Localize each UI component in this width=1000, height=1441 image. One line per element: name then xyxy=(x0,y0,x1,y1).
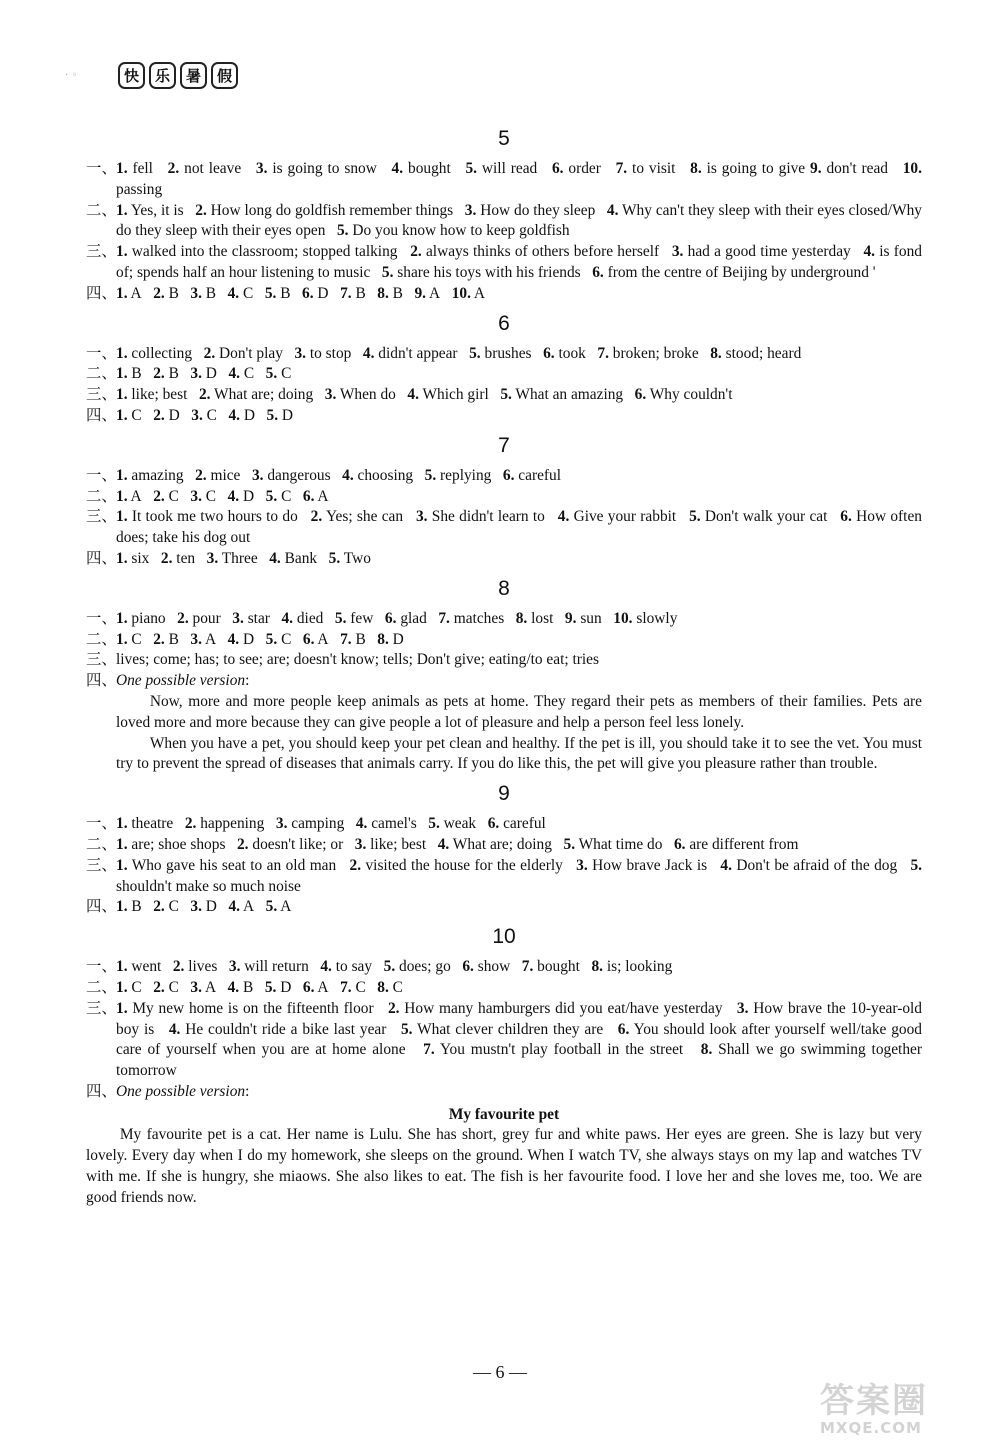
question-part-label: 四、 xyxy=(86,406,117,424)
question-part-label: 二、 xyxy=(86,835,117,853)
section-number: 10 xyxy=(492,925,516,949)
answer-text: 1. walked into the classroom; stopped talking 2. always thinks of others before herself 3. had a good time yesterday 4. is fond of; spends half an hour listening to music 5. share his toys with his friends 6. from the centre of Beijing by underground ' xyxy=(116,243,922,281)
question-part-label: 三、 xyxy=(86,243,117,261)
question-part-label: 四、 xyxy=(86,898,117,916)
question-part-label: 三、 xyxy=(86,386,117,404)
section-number: 5 xyxy=(498,127,510,150)
answer-section xyxy=(86,313,922,427)
logo-char-box: 快 xyxy=(118,62,145,89)
answer-text: 1. My new home is on the fifteenth floor 2. How many hamburgers did you eat/have yesterday 3. How brave the 10-year-old boy is 4. He couldn't ride a bike last year 5. What clever children they are 6. You should look after yourself well/take good care of yourself when you are at home alone 7. You mustn't play football in the street 8. Shall we go swimming together tomorrow xyxy=(116,999,923,1080)
watermark-url: MXQE.COM xyxy=(820,1419,922,1437)
answer-row xyxy=(86,957,922,978)
watermark-logo xyxy=(820,1382,980,1438)
answer-row xyxy=(86,466,922,487)
answer-section xyxy=(86,435,922,570)
answer-text: 1. piano 2. pour 3. star 4. died 5. few 6. glad 7. matches 8. lost 9. sun 10. slowly xyxy=(116,609,678,627)
answer-row xyxy=(86,856,922,898)
answer-row xyxy=(86,242,922,284)
logo-char-box: 暑 xyxy=(180,62,207,89)
question-part-label: 一、 xyxy=(86,815,117,833)
answer-section xyxy=(86,578,922,775)
answer-row xyxy=(86,507,922,549)
answer-row xyxy=(86,344,922,365)
answer-text: One possible version: xyxy=(116,1082,250,1100)
answer-text: 1. B 2. C 3. D 4. A 5. A xyxy=(116,898,292,916)
logo-char-box: 假 xyxy=(211,62,238,89)
answer-row xyxy=(86,385,922,406)
answer-text: One possible version: xyxy=(116,672,250,690)
question-part-label: 一、 xyxy=(86,609,117,627)
question-part-label: 三、 xyxy=(86,999,117,1017)
question-part-label: 二、 xyxy=(86,487,117,505)
answer-text: 1. are; shoe shops 2. doesn't like; or 3. like; best 4. What are; doing 5. What time do 6. are different from xyxy=(116,835,799,853)
question-part-label: 二、 xyxy=(86,978,117,996)
answer-text: 1. It took me two hours to do 2. Yes; she can 3. She didn't learn to 4. Give your rabbit 5. Don't walk your cat 6. How often does; take his dog out xyxy=(116,508,922,547)
answer-text: 1. Yes, it is 2. How long do goldfish remember things 3. How do they sleep 4. Why can't they sleep with their eyes closed/Why do they sleep with their eyes open 5. Do you know how to keep goldfish xyxy=(116,201,923,240)
answer-section xyxy=(86,926,922,1209)
question-part-label: 二、 xyxy=(86,630,117,648)
question-part-label: 一、 xyxy=(86,344,117,362)
question-part-label: 一、 xyxy=(86,160,117,177)
watermark-text: 答案圈 xyxy=(820,1381,928,1421)
answer-row xyxy=(86,650,922,671)
question-part-label: 三、 xyxy=(86,651,117,669)
essay-paragraph: When you have a pet, you should keep your pet clean and healthy. If the pet is ill, you should take it to see the vet. You must try to prevent the spread of diseases that animals carry. If you do like this, the pet will give you pleasure rather than trouble. xyxy=(116,734,922,773)
answer-row xyxy=(86,284,922,305)
question-part-label: 三、 xyxy=(86,508,117,526)
answer-text: 1. six 2. ten 3. Three 4. Bank 5. Two xyxy=(116,549,371,567)
answer-text: 1. C 2. B 3. A 4. D 5. C 6. A 7. B 8. D xyxy=(116,630,404,648)
section-number: 9 xyxy=(498,782,510,806)
answer-key-content xyxy=(86,128,922,1217)
answer-section xyxy=(86,128,922,305)
answer-text: 1. amazing 2. mice 3. dangerous 4. choosing 5. replying 6. careful xyxy=(116,466,562,484)
section-number: 7 xyxy=(498,433,510,457)
question-part-label: 一、 xyxy=(86,958,117,976)
answer-text: 1. A 2. C 3. C 4. D 5. C 6. A xyxy=(116,487,329,505)
answer-text: 1. A 2. B 3. B 4. C 5. B 6. D 7. B 8. B 9. A 10. A xyxy=(116,284,486,302)
section-number: 6 xyxy=(498,311,510,335)
answer-text: lives; come; has; to see; are; doesn't know; tells; Don't give; eating/to eat; tries xyxy=(116,651,599,669)
answer-row xyxy=(86,999,922,1082)
answer-row xyxy=(86,406,922,427)
question-part-label: 二、 xyxy=(86,201,117,219)
answer-text: 1. went 2. lives 3. will return 4. to say 5. does; go 6. show 7. bought 8. is; looking xyxy=(116,958,673,976)
logo-decoration: · ◦ xyxy=(65,70,78,81)
answer-text: 1. C 2. C 3. A 4. B 5. D 6. A 7. C 8. C xyxy=(116,978,403,996)
answer-section xyxy=(86,783,922,918)
answer-text: 1. B 2. B 3. D 4. C 5. C xyxy=(116,365,292,383)
answer-row xyxy=(86,978,922,999)
essay-paragraph: My favourite pet is a cat. Her name is Lulu. She has short, grey fur and white paws. Her eyes are green. She is lazy but very lovely. Every day when I do my homework, she sleeps on the ground. When I watch TV, she always stays on my lap and watches TV with me. If she is hungry, she miaows. She also likes to eat. The fish is her favourite food. I love her and she loves me, too. We are good friends now. xyxy=(86,1126,922,1206)
question-part-label: 三、 xyxy=(86,856,117,874)
header-logo xyxy=(118,62,238,89)
question-part-label: 四、 xyxy=(86,284,117,302)
sample-essay xyxy=(86,1105,922,1209)
answer-text: 1. fell 2. not leave 3. is going to snow 4. bought 5. will read 6. order 7. to visit 8. is going to give 9. don't read 10. passing xyxy=(116,160,922,198)
answer-row xyxy=(86,549,922,570)
answer-row xyxy=(86,159,922,201)
question-part-label: 一、 xyxy=(86,466,117,484)
logo-char-box: 乐 xyxy=(149,62,176,89)
question-part-label: 四、 xyxy=(86,549,117,567)
answer-text: 1. theatre 2. happening 3. camping 4. camel's 5. weak 6. careful xyxy=(116,815,546,833)
answer-row xyxy=(86,897,922,918)
answer-row xyxy=(86,609,922,630)
question-part-label: 四、 xyxy=(86,672,117,690)
answer-row xyxy=(86,671,922,692)
answer-row xyxy=(86,364,922,385)
essay-title: My favourite pet xyxy=(448,1105,560,1123)
answer-text: 1. collecting 2. Don't play 3. to stop 4. didn't appear 5. brushes 6. took 7. broken; broke 8. stood; heard xyxy=(116,344,802,362)
answer-row xyxy=(86,1082,922,1103)
section-number: 8 xyxy=(498,576,510,600)
answer-row xyxy=(86,201,922,243)
question-part-label: 四、 xyxy=(86,1082,117,1100)
sample-essay xyxy=(86,692,922,775)
answer-text: 1. C 2. D 3. C 4. D 5. D xyxy=(116,406,294,424)
page-number: — 6 — xyxy=(473,1362,527,1382)
answer-row xyxy=(86,835,922,856)
essay-paragraph: Now, more and more people keep animals as pets at home. They regard their pets as members of their families. Pets are loved more and more because they can give people a lot of pleasure and help a person feel less lonely. xyxy=(116,692,922,731)
question-part-label: 二、 xyxy=(86,365,117,383)
answer-text: 1. like; best 2. What are; doing 3. When do 4. Which girl 5. What an amazing 6. Why couldn't xyxy=(116,386,733,404)
answer-text: 1. Who gave his seat to an old man 2. visited the house for the elderly 3. How brave Jack is 4. Don't be afraid of the dog 5. shouldn't make so much noise xyxy=(116,856,923,895)
answer-row xyxy=(86,814,922,835)
answer-row xyxy=(86,487,922,508)
answer-row xyxy=(86,630,922,651)
